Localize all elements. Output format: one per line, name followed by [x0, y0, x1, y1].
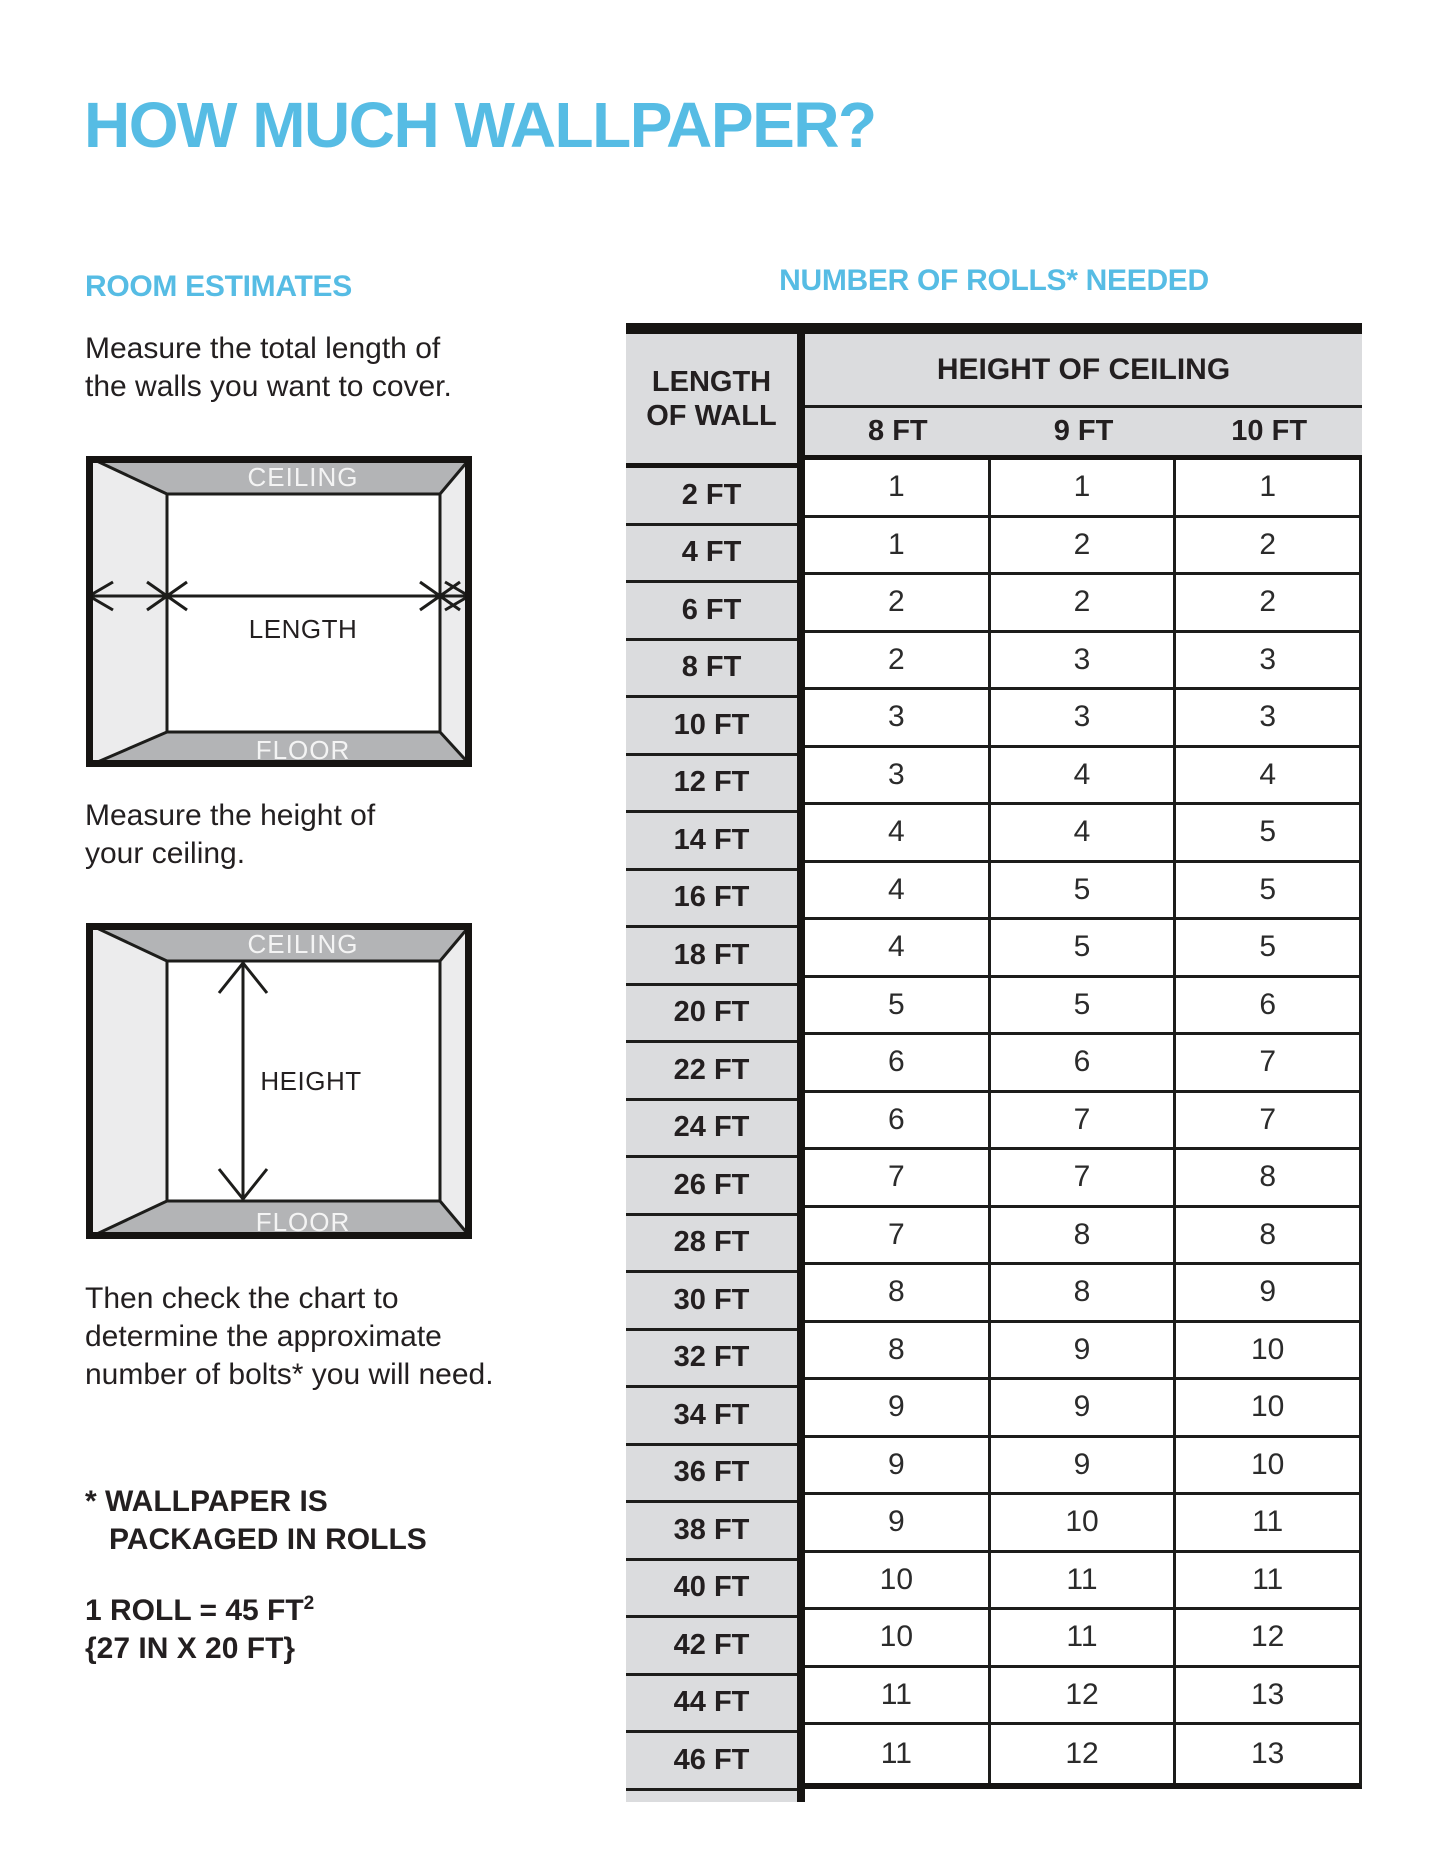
row-label: 10 FT: [626, 698, 797, 756]
row-label: 22 FT: [626, 1043, 797, 1101]
rolls-value-9ft: 2: [988, 575, 1177, 630]
rolls-value-9ft: 5: [988, 978, 1177, 1033]
left-wall: [86, 923, 167, 1239]
rolls-value-8ft: 10: [879, 1562, 914, 1596]
row-label: 30 FT: [626, 1273, 797, 1331]
rolls-value-9ft: 5: [988, 920, 1177, 975]
rolls-value-8ft: 9: [887, 1505, 905, 1539]
column-header-8ft: 8 FT: [868, 415, 928, 447]
table-row: [805, 1323, 1359, 1381]
row-label: 16 FT: [626, 871, 797, 929]
table-row: [805, 920, 1359, 978]
length-of-wall-header: LENGTH OF WALL: [626, 334, 797, 468]
room-length-diagram: [86, 456, 472, 767]
rolls-value-10ft: 8: [1259, 1160, 1277, 1194]
rolls-value-10ft: 10: [1250, 1447, 1285, 1481]
rolls-value-10ft: 7: [1259, 1102, 1277, 1136]
table-row: [805, 978, 1359, 1036]
rolls-value-9ft: 3: [988, 690, 1177, 745]
paragraph-line: Measure the total length of: [85, 332, 441, 365]
rolls-value-8ft: 1: [887, 527, 905, 561]
paragraph-line: Then check the chart to: [85, 1282, 399, 1315]
rolls-value-8ft: 4: [887, 815, 905, 849]
row-label: 32 FT: [626, 1331, 797, 1389]
rolls-value-9ft: 4: [988, 805, 1177, 860]
rolls-value-9ft: 9: [988, 1438, 1177, 1493]
rolls-value-10ft: 13: [1250, 1736, 1285, 1770]
table-row: [805, 460, 1359, 518]
column-header-10ft: 10 FT: [1231, 415, 1308, 447]
rolls-data-columns: [805, 334, 1362, 1789]
rolls-value-9ft: 9: [988, 1380, 1177, 1435]
paragraph-line: Measure the height of: [85, 799, 376, 832]
rolls-value-9ft: 6: [988, 1035, 1177, 1090]
rolls-value-8ft: 3: [887, 757, 905, 791]
rolls-value-8ft: 9: [887, 1447, 905, 1481]
table-row: [805, 633, 1359, 691]
rolls-value-8ft: 8: [887, 1275, 905, 1309]
table-body: [805, 460, 1362, 1789]
row-label: 28 FT: [626, 1216, 797, 1274]
rolls-value-10ft: 2: [1259, 585, 1277, 619]
rolls-value-8ft: 11: [880, 1736, 912, 1770]
footnote-line: * WALLPAPER IS: [85, 1485, 328, 1518]
rolls-table: [626, 323, 1362, 1802]
rolls-value-9ft: 3: [988, 633, 1177, 688]
row-label: 14 FT: [626, 813, 797, 871]
row-label: 44 FT: [626, 1676, 797, 1734]
rolls-value-10ft: 12: [1250, 1620, 1285, 1654]
back-wall: [167, 494, 440, 732]
rolls-value-9ft: 7: [988, 1150, 1177, 1205]
height-label: HEIGHT: [260, 1066, 362, 1096]
left-wall: [86, 456, 167, 767]
table-top-bar: [626, 323, 1362, 334]
measure-height-paragraph: [85, 797, 375, 873]
table-row: [805, 1265, 1359, 1323]
floor-label: FLOOR: [255, 1207, 351, 1237]
table-row: [805, 1668, 1359, 1726]
rolls-value-8ft: 7: [887, 1160, 905, 1194]
rolls-value-9ft: 5: [988, 863, 1177, 918]
rolls-value-10ft: 11: [1252, 1505, 1284, 1539]
ceiling-label: CEILING: [247, 929, 359, 959]
page-title: HOW MUCH WALLPAPER?: [84, 89, 876, 161]
row-label: 4 FT: [626, 526, 797, 584]
rolls-value-10ft: 4: [1259, 757, 1277, 791]
table-row: [805, 805, 1359, 863]
paragraph-line: your ceiling.: [85, 837, 246, 870]
table-row: [805, 748, 1359, 806]
table-row: [805, 1380, 1359, 1438]
room-estimates-heading: ROOM ESTIMATES: [85, 270, 352, 303]
rolls-value-8ft: 3: [887, 700, 905, 734]
rolls-value-10ft: 13: [1250, 1677, 1285, 1711]
rolls-value-10ft: 8: [1259, 1217, 1277, 1251]
rolls-value-9ft: 12: [988, 1725, 1177, 1783]
rolls-value-8ft: 10: [879, 1620, 914, 1654]
row-label: 8 FT: [626, 641, 797, 699]
rolls-value-9ft: 12: [988, 1668, 1177, 1723]
rolls-value-10ft: 2: [1259, 527, 1277, 561]
row-label: 42 FT: [626, 1618, 797, 1676]
row-label: 38 FT: [626, 1503, 797, 1561]
table-bottom-tab: [626, 1791, 797, 1802]
rolls-value-8ft: 9: [887, 1390, 905, 1424]
footnote-line: PACKAGED IN ROLLS: [109, 1523, 427, 1556]
rolls-value-10ft: 3: [1259, 700, 1277, 734]
row-label: 6 FT: [626, 583, 797, 641]
row-label-list: [626, 468, 797, 1791]
row-label: 20 FT: [626, 986, 797, 1044]
rolls-value-8ft: 8: [887, 1332, 905, 1366]
ceiling-height-diagram: [86, 923, 472, 1239]
table-row: [805, 863, 1359, 921]
rolls-needed-heading: NUMBER OF ROLLS* NEEDED: [779, 264, 1209, 297]
table-row: [805, 1093, 1359, 1151]
rolls-value-9ft: 2: [988, 518, 1177, 573]
rolls-value-9ft: 8: [988, 1208, 1177, 1263]
rolls-value-8ft: 7: [887, 1217, 905, 1251]
paragraph-line: number of bolts* you will need.: [85, 1358, 494, 1391]
row-label: 34 FT: [626, 1388, 797, 1446]
rolls-value-8ft: 6: [887, 1102, 905, 1136]
row-label: 24 FT: [626, 1101, 797, 1159]
table-row: [805, 1438, 1359, 1496]
ceiling-label: CEILING: [247, 462, 359, 492]
table-row: [805, 1610, 1359, 1668]
table-row: [805, 1035, 1359, 1093]
rolls-value-9ft: 7: [988, 1093, 1177, 1148]
table-row: [805, 575, 1359, 633]
row-label: 40 FT: [626, 1561, 797, 1619]
row-label: 18 FT: [626, 928, 797, 986]
table-row: [805, 1208, 1359, 1266]
rolls-value-10ft: 11: [1252, 1562, 1284, 1596]
table-row: [805, 1495, 1359, 1553]
ceiling-height-subheader: [805, 408, 1362, 460]
check-chart-paragraph: [85, 1280, 494, 1394]
rolls-value-8ft: 4: [887, 930, 905, 964]
rolls-value-9ft: 11: [988, 1553, 1177, 1608]
row-label: 36 FT: [626, 1446, 797, 1504]
length-label: LENGTH: [248, 614, 358, 644]
rolls-value-10ft: 5: [1259, 930, 1277, 964]
roll-dimensions-line: {27 IN X 20 FT}: [85, 1632, 296, 1665]
row-label: 46 FT: [626, 1733, 797, 1791]
rolls-value-10ft: 1: [1259, 470, 1277, 504]
measure-length-paragraph: [85, 330, 452, 406]
rolls-value-9ft: 8: [988, 1265, 1177, 1320]
rolls-value-8ft: 6: [887, 1045, 905, 1079]
rolls-value-10ft: 5: [1259, 815, 1277, 849]
height-of-ceiling-header: HEIGHT OF CEILING: [805, 334, 1362, 408]
table-divider: [797, 334, 805, 1802]
rolls-value-10ft: 6: [1259, 987, 1277, 1021]
table-row: [805, 1553, 1359, 1611]
rolls-value-10ft: 3: [1259, 642, 1277, 676]
row-label: 12 FT: [626, 756, 797, 814]
table-row: [805, 518, 1359, 576]
squared-superscript: 2: [303, 1593, 315, 1614]
row-label: 2 FT: [626, 468, 797, 526]
roll-area-line: 1 ROLL = 45 $FT^2$: [85, 1593, 315, 1627]
rolls-value-9ft: 9: [988, 1323, 1177, 1378]
table-row: [805, 690, 1359, 748]
floor-label: FLOOR: [255, 735, 351, 765]
rolls-value-10ft: 10: [1250, 1332, 1285, 1366]
rolls-value-8ft: 2: [887, 585, 905, 619]
paragraph-line: determine the approximate: [85, 1320, 442, 1353]
rolls-value-10ft: 9: [1259, 1275, 1277, 1309]
rolls-value-10ft: 7: [1259, 1045, 1277, 1079]
length-of-wall-column: [626, 334, 797, 1802]
table-row: [805, 1725, 1359, 1783]
rolls-value-8ft: 1: [887, 470, 905, 504]
rolls-value-10ft: 10: [1250, 1390, 1285, 1424]
rolls-value-8ft: 4: [887, 872, 905, 906]
rolls-value-9ft: 4: [988, 748, 1177, 803]
column-header-9ft: 9 FT: [1053, 415, 1114, 447]
rolls-value-9ft: 11: [988, 1610, 1177, 1665]
row-label: 26 FT: [626, 1158, 797, 1216]
rolls-value-9ft: 10: [988, 1495, 1177, 1550]
rolls-value-10ft: 5: [1259, 872, 1277, 906]
rolls-value-9ft: 1: [988, 460, 1177, 515]
roll-size-info: [85, 1585, 314, 1668]
rolls-value-8ft: 11: [880, 1677, 912, 1711]
table-row: [805, 1150, 1359, 1208]
rolls-value-8ft: 2: [887, 642, 905, 676]
rolls-value-8ft: 5: [887, 987, 905, 1021]
rolls-footnote: [85, 1483, 427, 1559]
paragraph-line: the walls you want to cover.: [85, 370, 452, 403]
